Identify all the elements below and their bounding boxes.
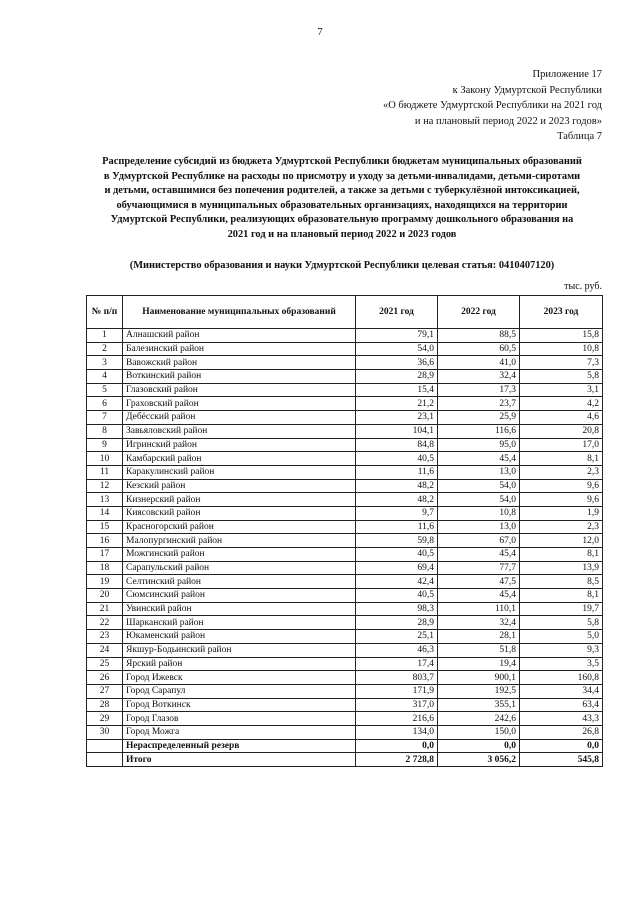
value-2022: 13,0 [438,520,520,534]
value-2022: 88,5 [438,329,520,343]
value-2022: 25,9 [438,411,520,425]
table-row [87,534,603,548]
value-2023: 43,3 [520,712,603,726]
table-row [87,493,603,507]
value-2021: 79,1 [356,329,438,343]
table-row [87,438,603,452]
value-2022: 60,5 [438,342,520,356]
value-2021: 69,4 [356,561,438,575]
municipality-name: Нераспределенный резерв [123,739,356,753]
value-2023: 17,0 [520,438,603,452]
value-2021: 40,5 [356,452,438,466]
value-2023: 12,0 [520,534,603,548]
table-row [87,342,603,356]
municipality-name: Город Сарапул [123,684,356,698]
value-2023: 34,4 [520,684,603,698]
municipality-name: Вавожский район [123,356,356,370]
value-2023: 8,1 [520,452,603,466]
row-number: 13 [87,493,123,507]
value-2023: 4,2 [520,397,603,411]
value-2023: 5,0 [520,630,603,644]
table-row [87,520,603,534]
table-row [87,356,603,370]
title-line: обучающимися в муниципальных образовательных организациях, находящихся на территории [116,199,568,211]
municipality-name: Юкаменский район [123,630,356,644]
title-line: в Удмуртской Республике на расходы по присмотру и уходу за детьми-инвалидами, детьми-сиротами [103,170,581,182]
value-2022: 150,0 [438,725,520,739]
header-2022: 2022 год [438,296,520,329]
row-number: 6 [87,397,123,411]
table-row [87,575,603,589]
value-2021: 216,6 [356,712,438,726]
value-2023: 15,8 [520,329,603,343]
table-row [87,561,603,575]
municipality-name: Увинский район [123,602,356,616]
value-2021: 40,5 [356,589,438,603]
table-row [87,671,603,685]
table-row [87,452,603,466]
value-2021: 317,0 [356,698,438,712]
value-2021: 11,6 [356,465,438,479]
value-2021: 17,4 [356,657,438,671]
total-row [87,753,603,767]
table-label: Таблица 7 [557,131,602,142]
row-number: 8 [87,424,123,438]
table-row [87,725,603,739]
table-row [87,411,603,425]
municipality-name: Ярский район [123,657,356,671]
value-2021: 36,6 [356,356,438,370]
title-line: 2021 год и на плановый период 2022 и 2023 годов [227,228,457,240]
municipality-name: Город Ижевск [123,671,356,685]
value-2021: 803,7 [356,671,438,685]
table-row [87,548,603,562]
value-2023: 10,8 [520,342,603,356]
row-number: 29 [87,712,123,726]
value-2023: 7,3 [520,356,603,370]
row-number: 4 [87,370,123,384]
value-2023: 63,4 [520,698,603,712]
row-number: 28 [87,698,123,712]
table-row [87,465,603,479]
row-number: 14 [87,506,123,520]
value-2023: 26,8 [520,725,603,739]
value-2023: 8,1 [520,548,603,562]
municipality-name: Дебёсский район [123,411,356,425]
municipality-name: Город Глазов [123,712,356,726]
value-2022: 95,0 [438,438,520,452]
municipality-name: Игринский район [123,438,356,452]
value-2023: 19,7 [520,602,603,616]
row-number: 23 [87,630,123,644]
value-2023: 9,6 [520,479,603,493]
value-2022: 67,0 [438,534,520,548]
row-number: 26 [87,671,123,685]
municipality-name: Граховский район [123,397,356,411]
value-2021: 54,0 [356,342,438,356]
table-row [87,424,603,438]
row-number: 18 [87,561,123,575]
table-row [87,630,603,644]
value-2022: 3 056,2 [438,753,520,767]
value-2021: 28,9 [356,370,438,384]
municipality-name: Сюмсинский район [123,589,356,603]
table-row [87,602,603,616]
table-row [87,643,603,657]
value-2022: 355,1 [438,698,520,712]
appendix-header [383,67,602,145]
municipality-name: Селтинский район [123,575,356,589]
value-2023: 5,8 [520,616,603,630]
municipality-name: Город Можга [123,725,356,739]
value-2021: 59,8 [356,534,438,548]
value-2022: 10,8 [438,506,520,520]
municipality-name: Шарканский район [123,616,356,630]
value-2022: 32,4 [438,370,520,384]
value-2022: 900,1 [438,671,520,685]
value-2021: 98,3 [356,602,438,616]
municipality-name: Камбарский район [123,452,356,466]
row-number: 20 [87,589,123,603]
value-2022: 23,7 [438,397,520,411]
municipality-name: Малопургинский район [123,534,356,548]
value-2022: 45,4 [438,589,520,603]
table-row [87,479,603,493]
municipality-name: Киясовский район [123,506,356,520]
value-2021: 48,2 [356,493,438,507]
title-line: и детьми, оставшимися без попечения родителей, а также за детьми с туберкулёзной интоксикацией, [104,185,580,197]
municipality-name: Воткинский район [123,370,356,384]
value-2022: 19,4 [438,657,520,671]
value-2023: 160,8 [520,671,603,685]
title-line: Распределение субсидий из бюджета Удмуртской Республики бюджетам муниципальных образований [102,156,582,167]
value-2021: 28,9 [356,616,438,630]
table-row [87,397,603,411]
table-row [87,712,603,726]
value-2022: 41,0 [438,356,520,370]
table-row [87,657,603,671]
municipality-name: Кизнерский район [123,493,356,507]
value-2023: 9,3 [520,643,603,657]
value-2021: 48,2 [356,479,438,493]
municipality-name: Якшур-Бодьинский район [123,643,356,657]
municipality-name: Итого [123,753,356,767]
subsidy-table [86,295,603,767]
value-2022: 47,5 [438,575,520,589]
municipality-name: Можгинский район [123,548,356,562]
value-2023: 13,9 [520,561,603,575]
value-2021: 2 728,8 [356,753,438,767]
value-2022: 45,4 [438,548,520,562]
row-number: 16 [87,534,123,548]
row-number [87,753,123,767]
municipality-name: Сарапульский район [123,561,356,575]
document-title [82,155,602,243]
value-2021: 11,6 [356,520,438,534]
value-2023: 8,5 [520,575,603,589]
value-2023: 8,1 [520,589,603,603]
value-2023: 0,0 [520,739,603,753]
row-number: 24 [87,643,123,657]
value-2022: 17,3 [438,383,520,397]
table-body [87,329,603,767]
table-row [87,616,603,630]
row-number [87,739,123,753]
row-number: 22 [87,616,123,630]
value-2022: 242,6 [438,712,520,726]
municipality-name: Кезский район [123,479,356,493]
value-2023: 1,9 [520,506,603,520]
value-2022: 0,0 [438,739,520,753]
value-2022: 116,6 [438,424,520,438]
header-2021: 2021 год [356,296,438,329]
row-number: 25 [87,657,123,671]
row-number: 12 [87,479,123,493]
value-2023: 3,1 [520,383,603,397]
row-number: 9 [87,438,123,452]
header-number: № п/п [87,296,123,329]
value-2023: 3,5 [520,657,603,671]
table-row [87,698,603,712]
value-2022: 110,1 [438,602,520,616]
table-header-row [87,296,603,329]
value-2021: 40,5 [356,548,438,562]
row-number: 19 [87,575,123,589]
title-line: Удмуртской Республики, реализующих образовательную программу дошкольного образования на [110,214,574,226]
table-row [87,589,603,603]
value-2022: 77,7 [438,561,520,575]
table-row [87,329,603,343]
value-2022: 51,8 [438,643,520,657]
row-number: 7 [87,411,123,425]
header-municipality: Наименование муниципальных образований [123,296,356,329]
value-2021: 171,9 [356,684,438,698]
value-2021: 42,4 [356,575,438,589]
value-2022: 54,0 [438,479,520,493]
value-2022: 192,5 [438,684,520,698]
units-label: тыс. руб. [564,281,602,292]
row-number: 10 [87,452,123,466]
municipality-name: Каракулинский район [123,465,356,479]
table-row [87,383,603,397]
value-2023: 9,6 [520,493,603,507]
reserve-row [87,739,603,753]
row-number: 15 [87,520,123,534]
value-2021: 9,7 [356,506,438,520]
appendix-line: и на плановый период 2022 и 2023 годов» [414,115,602,127]
row-number: 21 [87,602,123,616]
row-number: 2 [87,342,123,356]
value-2021: 23,1 [356,411,438,425]
header-2023: 2023 год [520,296,603,329]
value-2021: 25,1 [356,630,438,644]
row-number: 17 [87,548,123,562]
value-2023: 545,8 [520,753,603,767]
value-2021: 134,0 [356,725,438,739]
municipality-name: Глазовский район [123,383,356,397]
value-2021: 84,8 [356,438,438,452]
appendix-line: к Закону Удмуртской Республики [452,84,602,96]
appendix-line: «О бюджете Удмуртской Республики на 2021 год [382,100,602,111]
municipality-name: Город Воткинск [123,698,356,712]
value-2021: 15,4 [356,383,438,397]
row-number: 27 [87,684,123,698]
value-2023: 2,3 [520,465,603,479]
table-row [87,370,603,384]
value-2023: 2,3 [520,520,603,534]
page-number: 7 [317,26,323,38]
municipality-name: Завьяловский район [123,424,356,438]
value-2021: 104,1 [356,424,438,438]
value-2023: 5,8 [520,370,603,384]
value-2021: 0,0 [356,739,438,753]
value-2021: 21,2 [356,397,438,411]
value-2022: 32,4 [438,616,520,630]
value-2022: 13,0 [438,465,520,479]
table-row [87,684,603,698]
value-2022: 54,0 [438,493,520,507]
row-number: 30 [87,725,123,739]
value-2023: 20,8 [520,424,603,438]
appendix-line: Приложение 17 [532,69,602,80]
row-number: 3 [87,356,123,370]
municipality-name: Балезинский район [123,342,356,356]
value-2021: 46,3 [356,643,438,657]
value-2022: 28,1 [438,630,520,644]
row-number: 1 [87,329,123,343]
value-2023: 4,6 [520,411,603,425]
ministry-subtitle: (Министерство образования и науки Удмуртской Республики целевая статья: 0410407120) [129,260,555,271]
value-2022: 45,4 [438,452,520,466]
table-row [87,506,603,520]
municipality-name: Красногорский район [123,520,356,534]
row-number: 5 [87,383,123,397]
row-number: 11 [87,465,123,479]
municipality-name: Алнашский район [123,329,356,343]
